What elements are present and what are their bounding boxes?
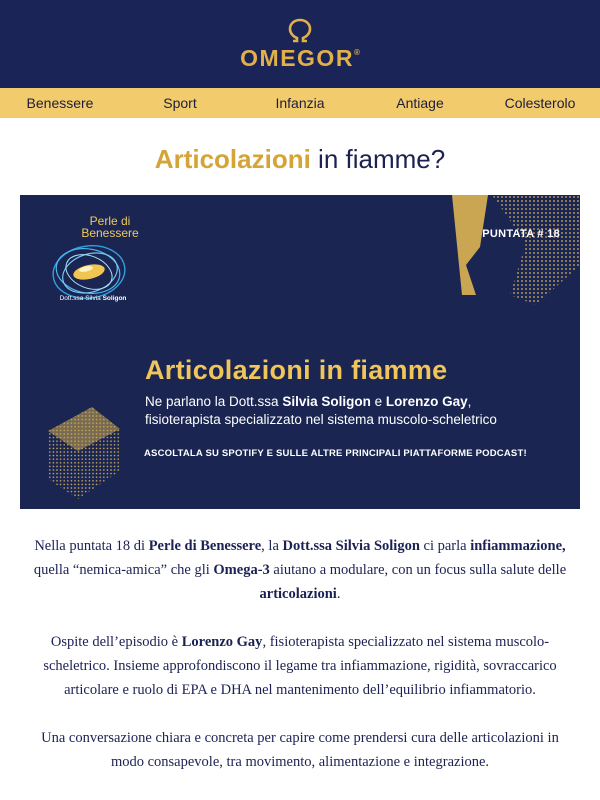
brand-logo[interactable] [240, 45, 360, 72]
paragraph-intro: Nella puntata 18 di Perle di Benessere, la Dott.ssa Silvia Soligon ci parla infiammazione, quella “nemica-amica” che gli Omega-3 aiutano a modulare, con un focus sulla salute delle articolazioni. [33, 538, 567, 602]
omega-logo-icon [286, 18, 314, 44]
podcast-banner[interactable] [20, 195, 580, 509]
series-title: Perle di Benessere [81, 214, 139, 240]
nav-item-infanzia[interactable]: Infanzia [275, 95, 325, 111]
trademark-symbol: ® [353, 48, 360, 57]
paragraph-guest: Ospite dell’episodio è Lorenzo Gay, fisioterapista specializzato nel sistema muscolo-scheletrico. Insieme approfondiscono il legame tra infiammazione, rigidità, sovraccarico articolare e ruolo di EPA e DHA nel mantenimento dell’equilibrio infiammatorio. [43, 634, 557, 698]
nav-item-benessere[interactable]: Benessere [26, 95, 94, 111]
title-highlight: Articolazioni [154, 144, 311, 174]
banner-title: Articolazioni in fiamme [145, 355, 448, 385]
series-author: Dott.ssa Silvia Soligon [59, 295, 127, 302]
banner-cta: ASCOLTALA SU SPOTIFY E SULLE ALTRE PRINCIPALI PIATTAFORME PODCAST! [144, 448, 527, 459]
site-header [0, 0, 600, 88]
episode-number: PUNTATA # 18 [482, 228, 560, 240]
nav-item-antiage[interactable]: Antiage [396, 95, 444, 111]
article-body [0, 534, 600, 774]
paragraph-closing: Una conversazione chiara e concreta per capire come prendersi cura delle articolazioni in modo consapevole, tra movimento, alimentazione e integrazione. [41, 730, 559, 770]
nav-item-sport[interactable]: Sport [163, 95, 197, 111]
brand-name: OMEGOR [240, 45, 354, 71]
top-right-pattern-decoration [440, 195, 580, 305]
banner-subtitle: Ne parlano la Dott.ssa Silvia Soligon e Lorenzo Gay, fisioterapista specializzato nel sistema muscolo-scheletrico [145, 394, 497, 427]
nav-item-colesterolo[interactable]: Colesterolo [504, 95, 576, 111]
bottom-left-cube-decoration [48, 407, 120, 503]
page-title [0, 143, 600, 185]
title-rest: in fiamme? [310, 144, 446, 174]
main-nav [0, 88, 600, 118]
